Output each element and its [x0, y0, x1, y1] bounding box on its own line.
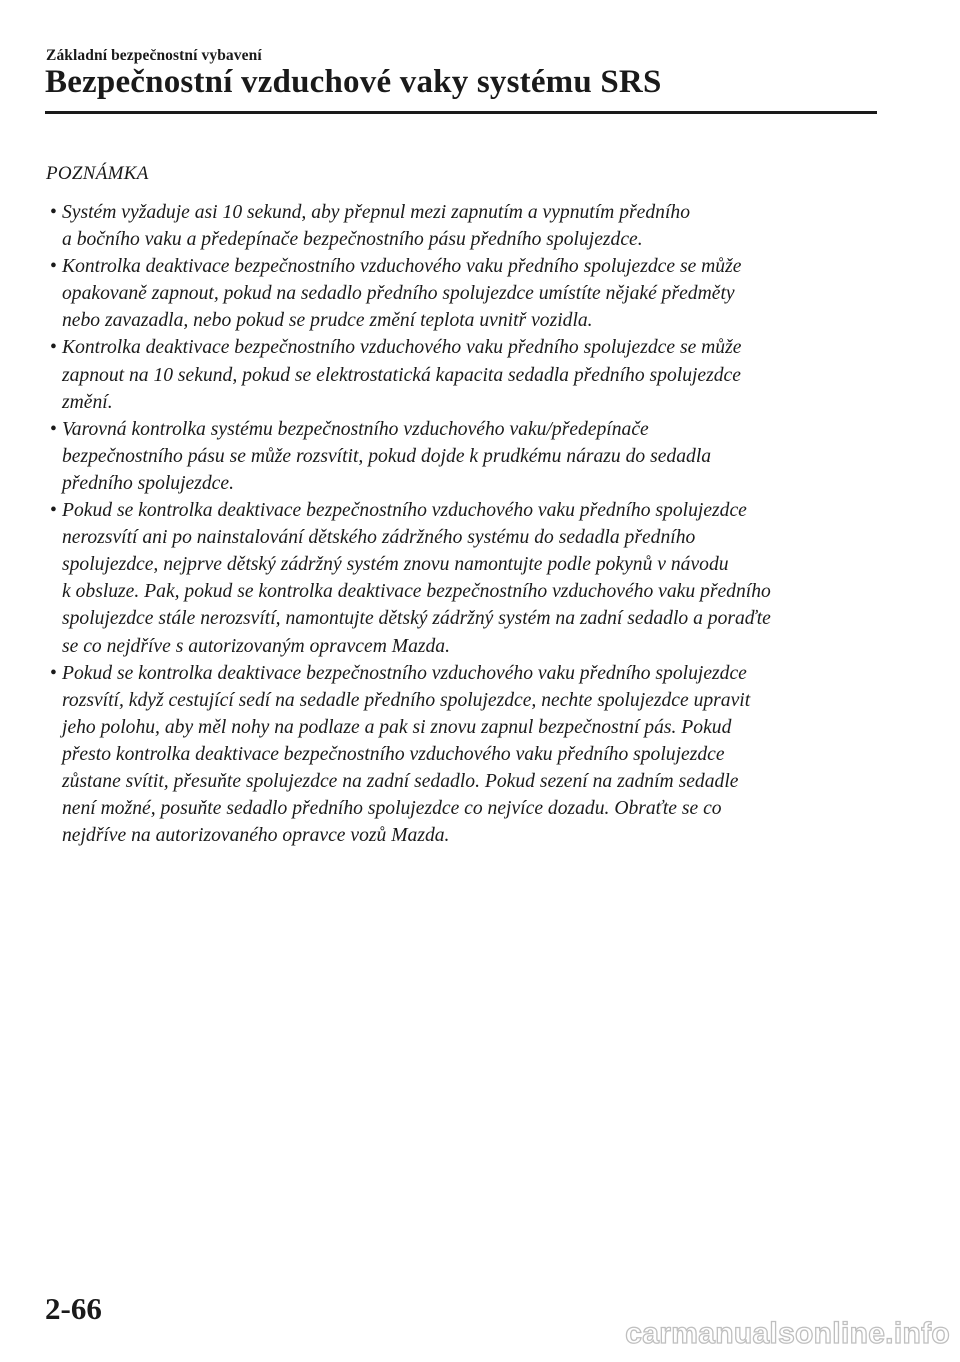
note-item-line: a bočního vaku a předepínače bezpečnostního pásu předního spolujezdce.	[62, 229, 643, 251]
note-item-line: přesto kontrolka deaktivace bezpečnostního vzduchového vaku předního spolujezdce	[62, 743, 725, 765]
note-item-line: nerozsvítí ani po nainstalování dětského zádržného systému do sedadla předního	[62, 527, 696, 549]
bullet-icon: •	[50, 337, 57, 359]
page-title: Bezpečnostní vzduchové vaky systému SRS	[45, 64, 662, 100]
note-item-line: spolujezdce stále nerozsvítí, namontujte dětský zádržný systém na zadní sedadlo a poraďte	[62, 608, 771, 630]
bullet-icon: •	[50, 418, 57, 440]
note-item-line: Pokud se kontrolka deaktivace bezpečnostního vzduchového vaku předního spolujezdce	[62, 662, 747, 684]
page-number: 2-66	[45, 1291, 102, 1326]
note-item-line: Kontrolka deaktivace bezpečnostního vzduchového vaku předního spolujezdce se může	[62, 337, 742, 359]
note-item-line: Systém vyžaduje asi 10 sekund, aby přepnul mezi zapnutím a vypnutím předního	[62, 202, 690, 223]
note-item-line: předního spolujezdce.	[62, 472, 234, 494]
note-item	[46, 199, 886, 253]
title-divider	[45, 111, 877, 114]
note-item	[46, 497, 886, 660]
section-label: Základní bezpečnostní vybavení	[46, 47, 262, 64]
note-item-line: nebo zavazadla, nebo pokud se prudce změní teplota uvnitř vozidla.	[62, 310, 593, 332]
watermark-logo: carmanualsonline.info	[625, 1317, 950, 1350]
bullet-icon: •	[50, 256, 57, 278]
note-item	[46, 660, 886, 850]
note-item-line: opakovaně zapnout, pokud na sedadlo předního spolujezdce umístíte nějaké předměty	[62, 283, 735, 305]
bullet-icon: •	[50, 500, 57, 522]
note-item-line: spolujezdce, nejprve dětský zádržný systém znovu namontujte podle pokynů v návodu	[62, 554, 729, 576]
note-item-line: zůstane svítit, přesuňte spolujezdce na zadní sedadlo. Pokud sezení na zadním sedadle	[62, 770, 739, 792]
bullet-icon: •	[50, 202, 57, 223]
note-item-line: rozsvítí, když cestující sedí na sedadle předního spolujezdce, nechte spolujezdce upravit	[62, 689, 751, 711]
note-item-line: zapnout na 10 sekund, pokud se elektrostatická kapacita sedadla předního spolujezdce	[62, 364, 741, 386]
note-item-line: nejdříve na autorizovaného opravce vozů Mazda.	[62, 825, 450, 847]
bullet-icon: •	[50, 662, 57, 684]
note-item-line: jeho polohu, aby měl nohy na podlaze a pak si znovu zapnul bezpečnostní pás. Pokud	[62, 716, 732, 738]
note-item-line: Kontrolka deaktivace bezpečnostního vzduchového vaku předního spolujezdce se může	[62, 256, 742, 278]
note-item	[46, 416, 886, 497]
note-item-line: bezpečnostního pásu se může rozsvítit, pokud dojde k prudkému nárazu do sedadla	[62, 445, 712, 467]
note-item-line: změní.	[62, 391, 113, 413]
note-item-line: není možné, posuňte sedadlo předního spolujezdce co nejvíce dozadu. Obraťte se co	[62, 798, 722, 820]
note-item-line: Varovná kontrolka systému bezpečnostního vzduchového vaku/předepínače	[62, 418, 649, 440]
note-item-line: se co nejdříve s autorizovaným opravcem Mazda.	[62, 635, 450, 657]
note-item	[46, 334, 886, 415]
note-heading: POZNÁMKA	[46, 163, 149, 184]
note-list	[46, 199, 886, 849]
note-item-line: Pokud se kontrolka deaktivace bezpečnostního vzduchového vaku předního spolujezdce	[62, 500, 747, 522]
note-item-line: k obsluze. Pak, pokud se kontrolka deaktivace bezpečnostního vzduchového vaku předního	[62, 581, 771, 603]
note-item	[46, 253, 886, 334]
